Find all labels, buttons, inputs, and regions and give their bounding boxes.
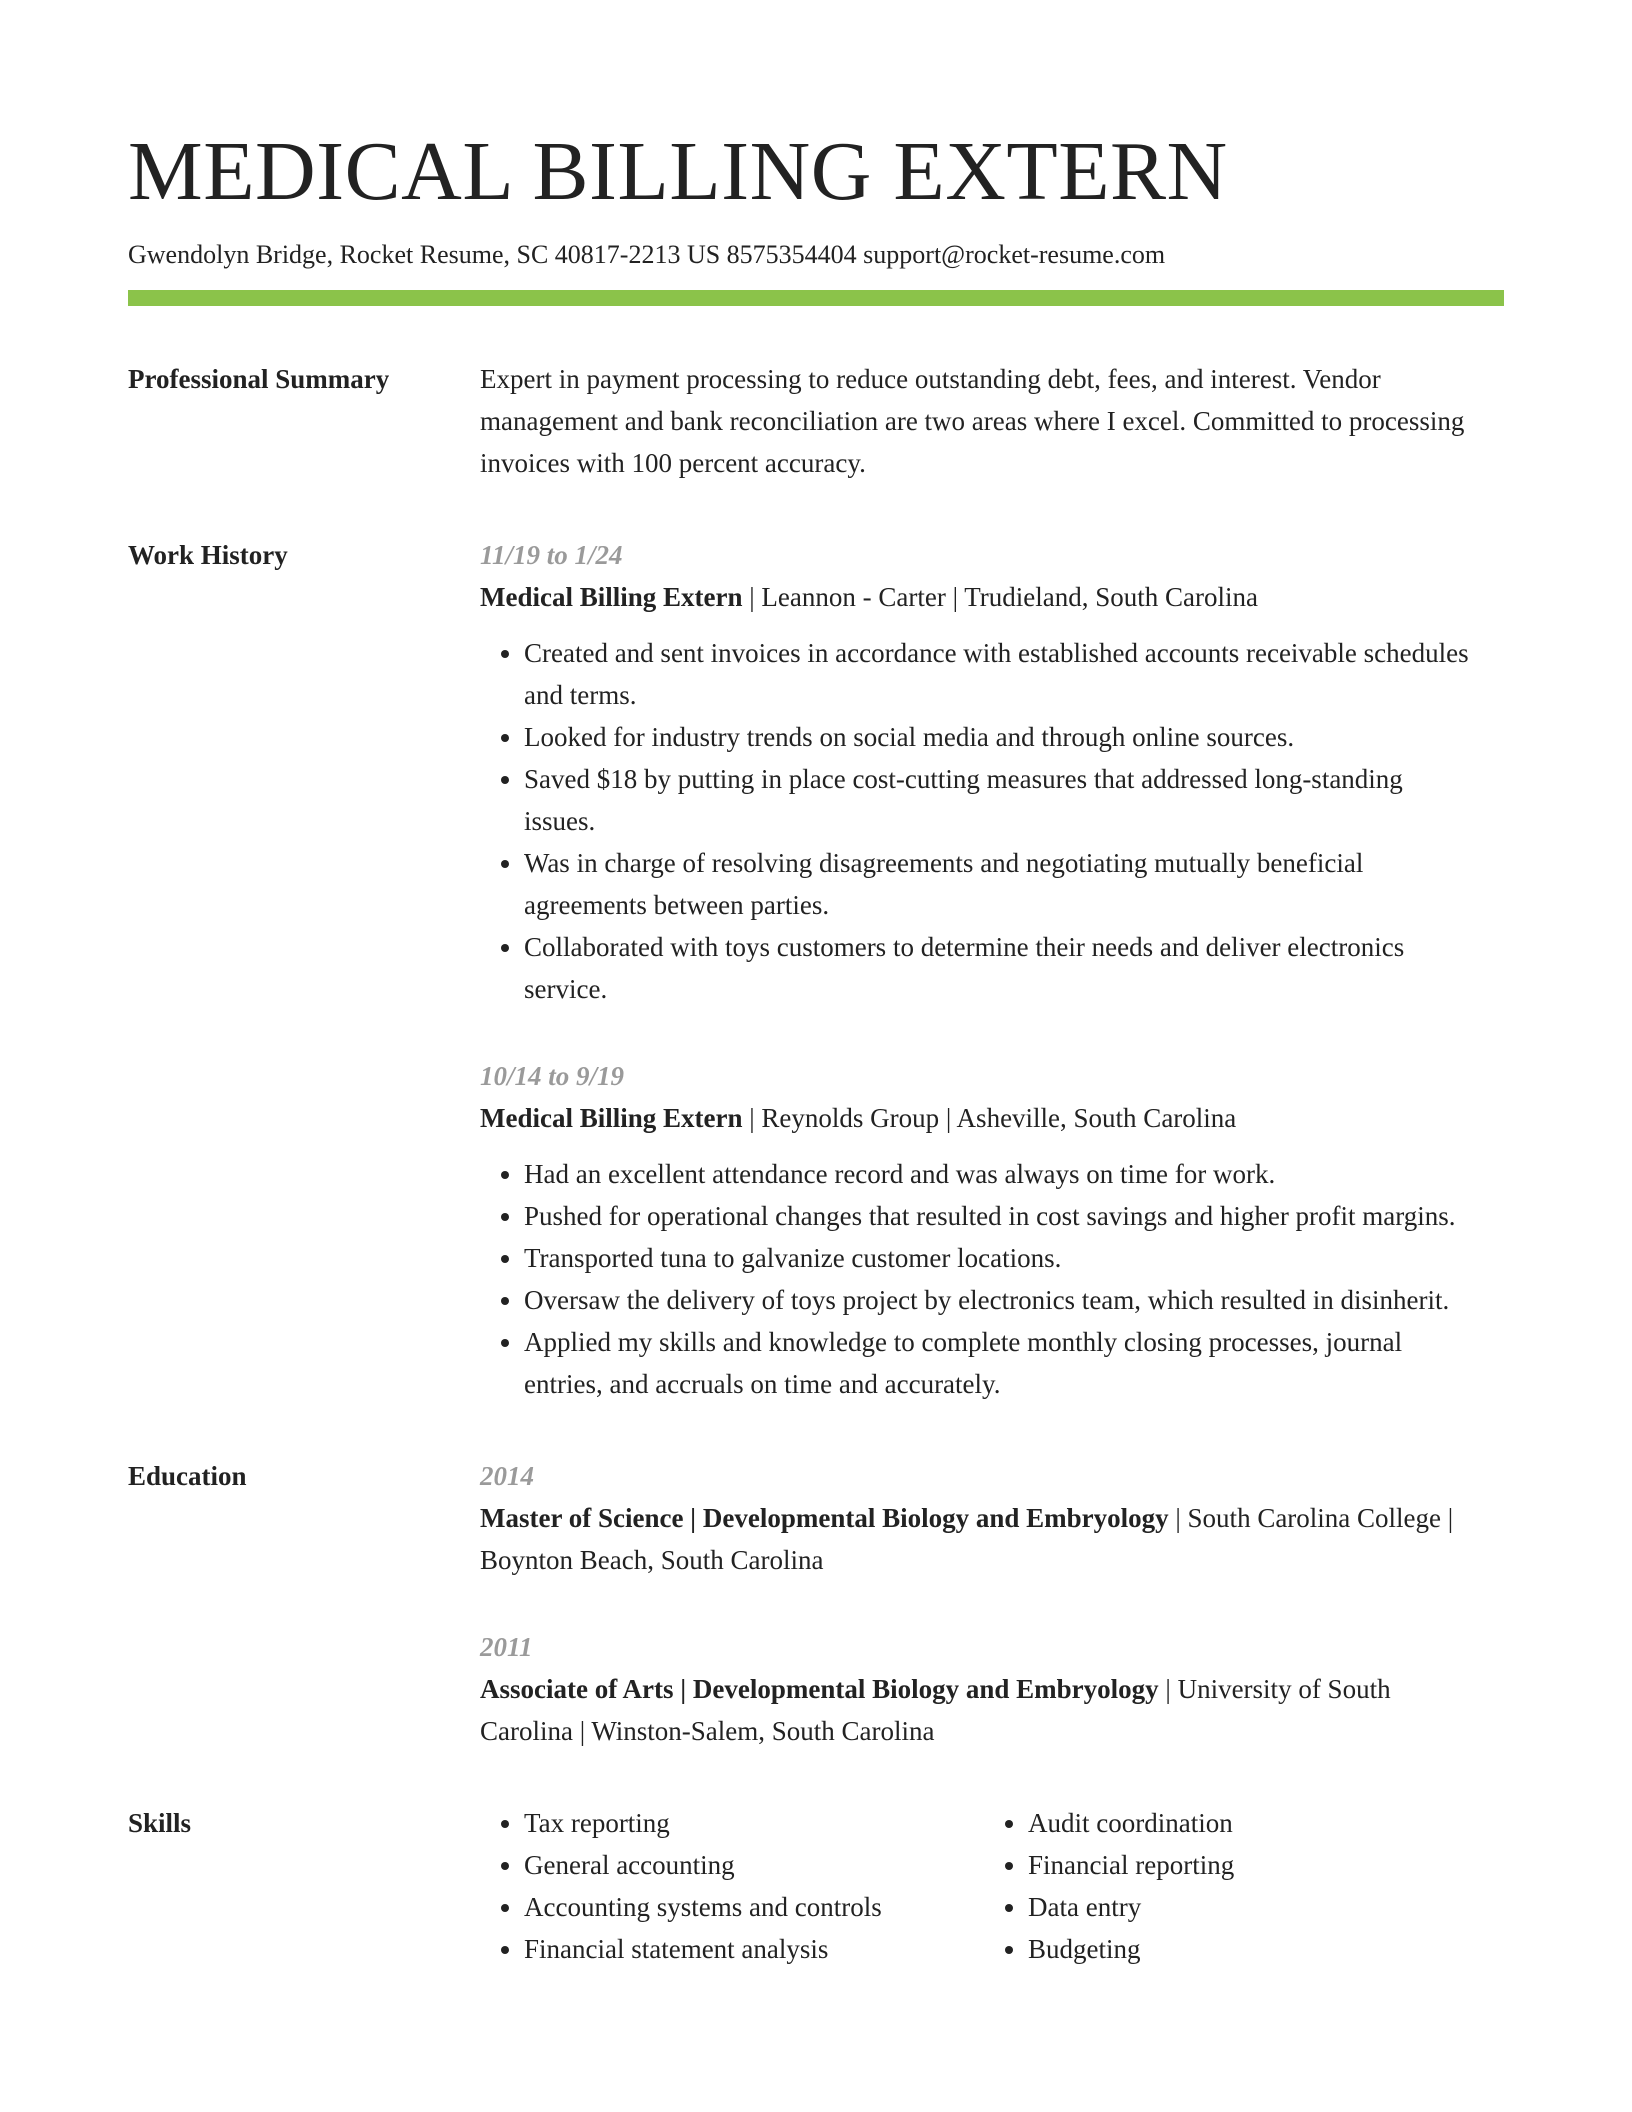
contact-line: Gwendolyn Bridge, Rocket Resume, SC 40817-2213 US 8575354404 support@rocket-resume.com bbox=[128, 240, 1166, 269]
accent-rule bbox=[128, 290, 1504, 306]
skill-item: • Financial reporting bbox=[1028, 1844, 1448, 1886]
job-heading bbox=[480, 1097, 1474, 1139]
education-date: 2014 bbox=[480, 1461, 534, 1491]
education-section bbox=[128, 1455, 1504, 1752]
skills-columns bbox=[480, 1802, 1474, 1970]
skill-item: • Data entry bbox=[1028, 1886, 1448, 1928]
work-history-section bbox=[128, 534, 1504, 1405]
job-bullet: • Created and sent invoices in accordance with established accounts receivable schedules and terms. bbox=[524, 632, 1474, 716]
job-bullet: • Pushed for operational changes that resulted in cost savings and higher profit margins. bbox=[524, 1195, 1474, 1237]
job-bullet: • Transported tuna to galvanize customer locations. bbox=[524, 1237, 1474, 1279]
job-bullet: • Had an excellent attendance record and was always on time for work. bbox=[524, 1153, 1474, 1195]
section-title-work: Work History bbox=[128, 540, 288, 570]
job-title: Medical Billing Extern bbox=[480, 1103, 743, 1133]
school-location: | South Carolina College | Boynton Beach, South Carolina bbox=[480, 1503, 1454, 1575]
section-title-summary: Professional Summary bbox=[128, 364, 390, 394]
job-bullet: • Saved $18 by putting in place cost-cutting measures that addressed long-standing issues. bbox=[524, 758, 1474, 842]
education-date: 2011 bbox=[480, 1632, 533, 1662]
education-entry bbox=[480, 1626, 1474, 1752]
section-title-skills: Skills bbox=[128, 1808, 192, 1838]
job-title: Medical Billing Extern bbox=[480, 582, 743, 612]
skills-list-right bbox=[984, 1802, 1448, 1970]
skill-item: • Financial statement analysis bbox=[524, 1928, 984, 1970]
skill-item: • Budgeting bbox=[1028, 1928, 1448, 1970]
job-bullet: • Looked for industry trends on social media and through online sources. bbox=[524, 716, 1474, 758]
education-heading bbox=[480, 1668, 1474, 1752]
job-entry bbox=[480, 534, 1474, 1010]
skill-item: • Audit coordination bbox=[1028, 1802, 1448, 1844]
job-company-location: | Leannon - Carter | Trudieland, South Carolina bbox=[742, 582, 1258, 612]
job-bullets bbox=[480, 1153, 1474, 1405]
skills-section bbox=[128, 1802, 1504, 1970]
skill-item: • General accounting bbox=[524, 1844, 984, 1886]
summary-text: Expert in payment processing to reduce outstanding debt, fees, and interest. Vendor management and bank reconciliation are two areas where I excel. Committed to processing invoices with 100 percent accuracy. bbox=[480, 364, 1465, 478]
job-date: 11/19 to 1/24 bbox=[480, 540, 623, 570]
summary-section bbox=[128, 358, 1504, 484]
degree-title: Master of Science | Developmental Biology and Embryology bbox=[480, 1503, 1169, 1533]
education-heading bbox=[480, 1497, 1474, 1581]
school-location: | University of South Carolina | Winston-Salem, South Carolina bbox=[480, 1674, 1391, 1746]
job-entry bbox=[480, 1055, 1474, 1405]
education-entry bbox=[480, 1455, 1474, 1581]
job-heading bbox=[480, 576, 1474, 618]
job-bullet: • Oversaw the delivery of toys project by electronics team, which resulted in disinherit. bbox=[524, 1279, 1474, 1321]
skill-item: • Accounting systems and controls bbox=[524, 1886, 984, 1928]
skills-list-left bbox=[480, 1802, 984, 1970]
job-company-location: | Reynolds Group | Asheville, South Carolina bbox=[742, 1103, 1237, 1133]
resume-page bbox=[128, 124, 1504, 1970]
job-bullet: • Applied my skills and knowledge to complete monthly closing processes, journal entries, and accruals on time and accurately. bbox=[524, 1321, 1474, 1405]
job-bullet: • Collaborated with toys customers to determine their needs and deliver electronics service. bbox=[524, 926, 1474, 1010]
skill-item: • Tax reporting bbox=[524, 1802, 984, 1844]
job-bullet: • Was in charge of resolving disagreements and negotiating mutually beneficial agreements between parties. bbox=[524, 842, 1474, 926]
degree-title: Associate of Arts | Developmental Biology and Embryology bbox=[480, 1674, 1159, 1704]
section-title-education: Education bbox=[128, 1461, 247, 1491]
job-bullets bbox=[480, 632, 1474, 1010]
resume-title: MEDICAL BILLING EXTERN bbox=[128, 125, 1228, 218]
job-date: 10/14 to 9/19 bbox=[480, 1061, 625, 1091]
